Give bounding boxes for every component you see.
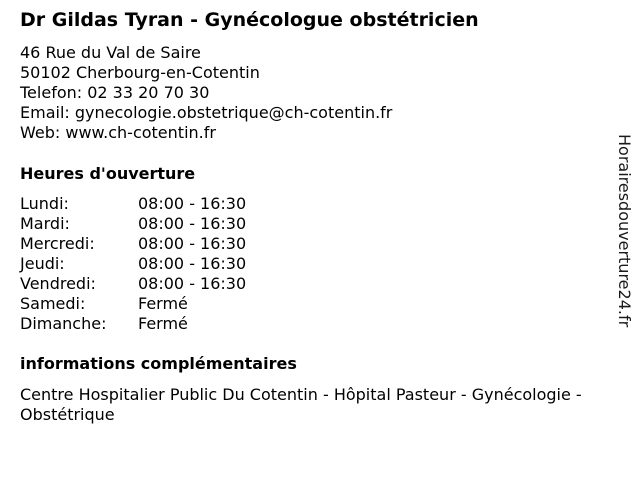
day-label: Mardi: (20, 214, 70, 233)
time-value: 08:00 - 16:30 (138, 254, 247, 273)
time-value: 08:00 - 16:30 (138, 274, 247, 293)
page-title: Dr Gildas Tyran - Gynécologue obstétricien (20, 9, 479, 31)
day-label: Samedi: (20, 294, 86, 313)
email-address: Email: gynecologie.obstetrique@ch-cotentin.fr (20, 103, 393, 122)
day-label: Jeudi: (20, 254, 65, 273)
hours-heading: Heures d'ouverture (20, 164, 196, 183)
time-value: 08:00 - 16:30 (138, 234, 247, 253)
street-address: 46 Rue du Val de Saire (20, 43, 201, 62)
phone-number: Telefon: 02 33 20 70 30 (20, 83, 210, 102)
hours-row (20, 254, 246, 274)
day-label: Mercredi: (20, 234, 95, 253)
opening-hours-table (20, 194, 246, 334)
day-label: Lundi: (20, 194, 69, 213)
hours-row (20, 314, 246, 334)
hours-row (20, 214, 246, 234)
contact-block (20, 43, 392, 143)
hours-row (20, 294, 246, 314)
watermark (612, 134, 636, 344)
day-label: Vendredi: (20, 274, 96, 293)
hours-row (20, 194, 246, 214)
time-value: 08:00 - 16:30 (138, 194, 247, 213)
time-value: Fermé (138, 314, 188, 333)
time-value: 08:00 - 16:30 (138, 214, 247, 233)
website: Web: www.ch-cotentin.fr (20, 123, 216, 142)
time-value: Fermé (138, 294, 188, 313)
info-heading: informations complémentaires (20, 354, 297, 373)
info-text: Centre Hospitalier Public Du Cotentin - Hôpital Pasteur - Gynécologie - Obstétrique (20, 385, 582, 424)
hours-row (20, 234, 246, 254)
watermark-text: Horairesdouverture24.fr (615, 134, 634, 328)
hours-row (20, 274, 246, 294)
day-label: Dimanche: (20, 314, 107, 333)
city-address: 50102 Cherbourg-en-Cotentin (20, 63, 260, 82)
